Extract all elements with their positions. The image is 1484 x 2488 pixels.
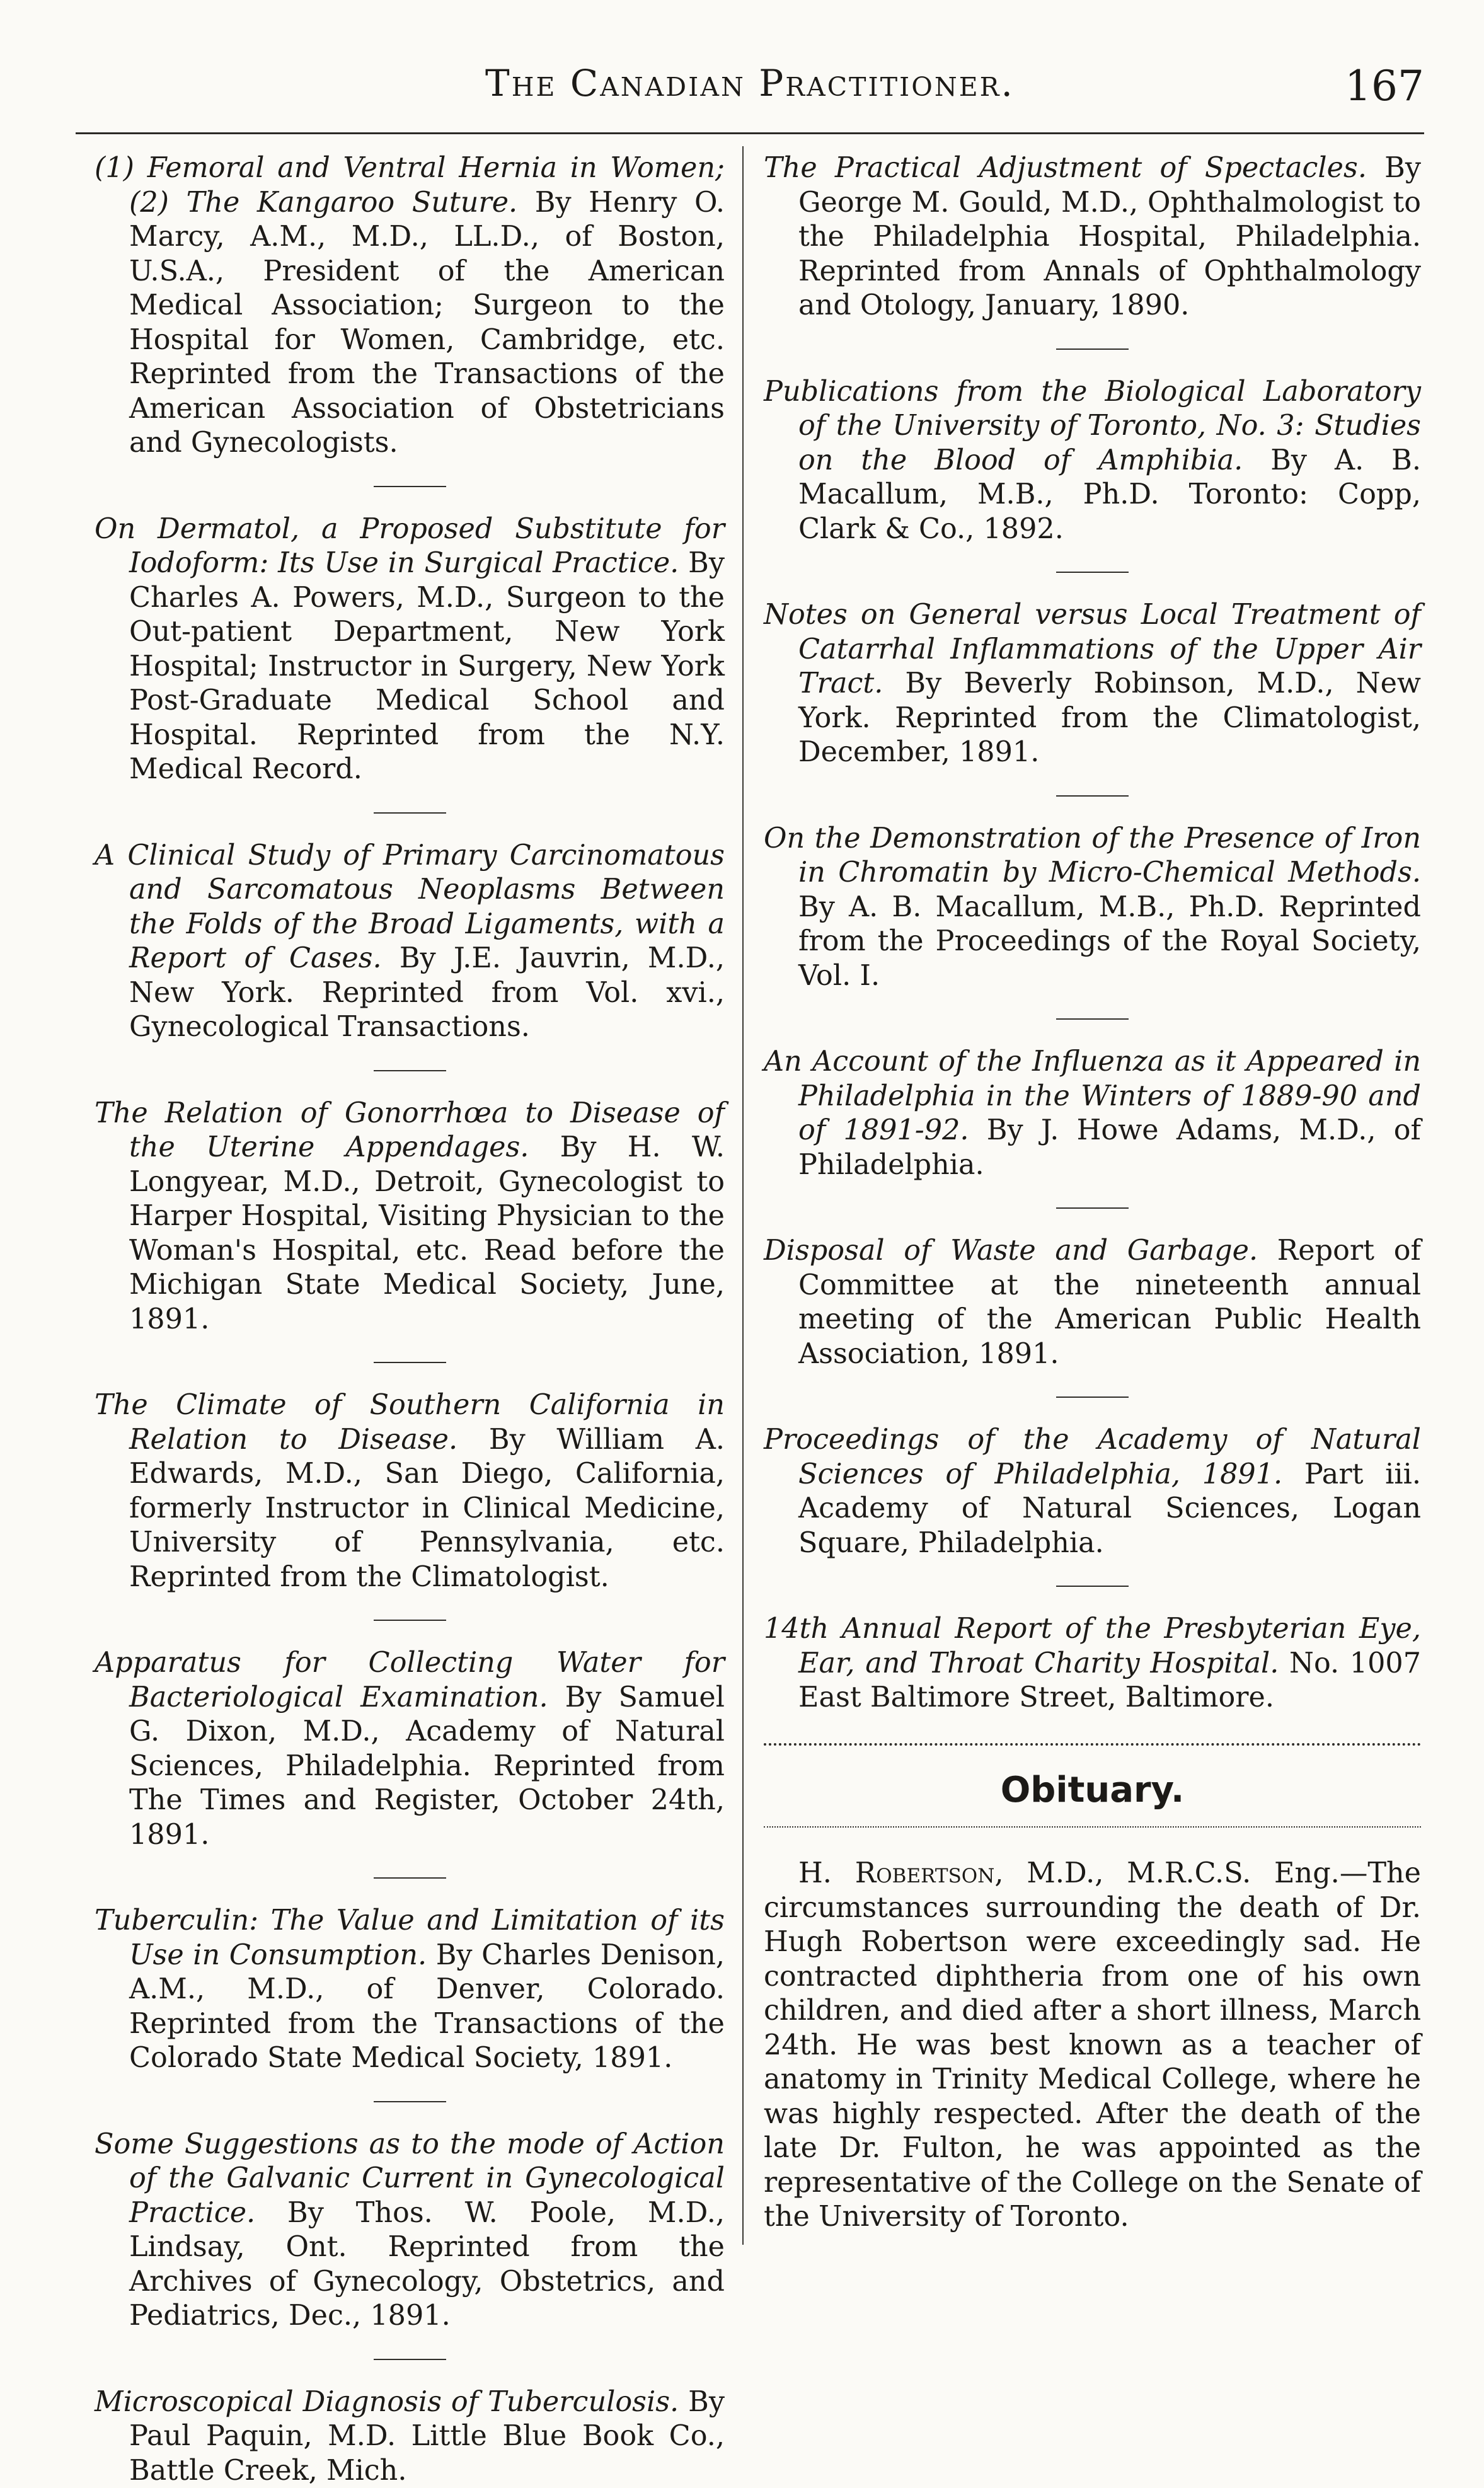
- heading-underline: [764, 1826, 1421, 1828]
- publication-entry: [764, 822, 1421, 994]
- entry-title: Publications from the Biological Laboratory of the University of Toronto, No. 3: Studies on the Blood of Amphibia.: [764, 376, 1421, 476]
- entry-details: By Charles A. Powers, M.D., Surgeon to the Out-patient Department, New York Hospital; Instructor in Surgery, New York Post-Graduate Medical School and Hospital. Reprinted from the N.Y. Medical Record.: [129, 547, 725, 785]
- separator-rule: [1056, 1018, 1129, 1020]
- entry-title: On the Demonstration of the Presence of Iron in Chromatin by Micro-Chemical Methods.: [764, 822, 1421, 889]
- separator-rule: [1056, 1397, 1129, 1398]
- separator-rule: [374, 2101, 446, 2102]
- obituary-text: [764, 1857, 1421, 2235]
- entry-details: By Charles Denison, A.M., M.D., of Denver, Colorado. Reprinted from the Transactions of the Colorado State Medical Society, 1891.: [129, 1939, 725, 2075]
- entry-details: By Henry O. Marcy, A.M., M.D., LL.D., of Boston, U.S.A., President of the American Medical Association; Surgeon to the Hospital for Women, Cambridge, etc. Reprinted from the Transactions of the American Association of Obstetricians and Gynecologists.: [129, 187, 725, 459]
- entry-details: By J.E. Jauvrin, M.D., New York. Reprinted from Vol. xvi., Gynecological Transactions.: [129, 942, 725, 1043]
- entry-title: 14th Annual Report of the Presbyterian Eye, Ear, and Throat Charity Hospital.: [764, 1613, 1421, 1679]
- entry-details: By William A. Edwards, M.D., San Diego, California, formerly Instructor in Clinical Medicine, University of Pennsylvania, etc. Reprinted from the Climatologist.: [129, 1424, 725, 1593]
- publication-entry: [764, 1045, 1421, 1182]
- entry-title: Some Suggestions as to the mode of Action of the Galvanic Current in Gynecological Practice.: [95, 2128, 725, 2229]
- obituary-body: , M.D., M.R.C.S. Eng.—The circumstances surrounding the death of Dr. Hugh Robertson were exceedingly sad. He contracted diphtheria from one of his own children, and died after a short illness, March 24th. He was best known as a teacher of anatomy in Trinity Medical College, where he was highly respected. After the death of the late Dr. Fulton, he was appointed as the representative of the College on the Senate of the University of Toronto.: [764, 1857, 1421, 2233]
- publication-entry: [95, 1646, 725, 1852]
- separator-rule: [1056, 572, 1129, 573]
- entry-title: Proceedings of the Academy of Natural Sciences of Philadelphia, 1891.: [764, 1424, 1421, 1490]
- separator-rule: [1056, 1207, 1129, 1209]
- separator-rule: [374, 2359, 446, 2360]
- entry-title: (1) Femoral and Ventral Hernia in Women; (2) The Kangaroo Suture.: [95, 152, 725, 219]
- entry-title: Tuberculin: The Value and Limitation of its Use in Consumption.: [95, 1904, 725, 1971]
- column-divider: [742, 146, 744, 2245]
- entry-details: By Beverly Robinson, M.D., New York. Reprinted from the Climatologist, December, 1891.: [798, 667, 1421, 768]
- entry-details: By A. B. Macallum, M.B., Ph.D. Toronto: Copp, Clark & Co., 1892.: [798, 444, 1421, 545]
- publication-entry: [95, 512, 725, 787]
- publication-entry: [764, 598, 1421, 770]
- entry-title: Notes on General versus Local Treatment of Catarrhal Inflammations of the Upper Air Tract.: [764, 599, 1421, 700]
- entry-title: The Practical Adjustment of Spectacles.: [764, 152, 1367, 184]
- publication-entry: [95, 2128, 725, 2334]
- entry-details: No. 1007 East Baltimore Street, Baltimore.: [798, 1647, 1421, 1714]
- separator-rule: [374, 1362, 446, 1363]
- publication-entry: [764, 1234, 1421, 1371]
- publication-entry: [95, 1388, 725, 1594]
- entry-details: By Thos. W. Poole, M.D., Lindsay, Ont. Reprinted from the Archives of Gynecology, Obstetrics, and Pediatrics, Dec., 1891.: [129, 2197, 725, 2332]
- entry-title: Microscopical Diagnosis of Tuberculosis.: [95, 2386, 679, 2418]
- obituary-name: H. Robertson: [798, 1857, 994, 1889]
- separator-rule: [1056, 348, 1129, 350]
- entry-title: Disposal of Waste and Garbage.: [764, 1235, 1258, 1267]
- entry-title: On Dermatol, a Proposed Substitute for Iodoform: Its Use in Surgical Practice.: [95, 513, 725, 580]
- separator-rule: [374, 1620, 446, 1621]
- entry-details: Part iii. Academy of Natural Sciences, Logan Square, Philadelphia.: [798, 1458, 1421, 1559]
- page-number: 167: [1345, 62, 1424, 110]
- entry-details: By J. Howe Adams, M.D., of Philadelphia.: [798, 1114, 1421, 1181]
- publication-entry: [95, 1904, 725, 2076]
- publication-entry: [764, 151, 1421, 323]
- entry-title: Apparatus for Collecting Water for Bacteriological Examination.: [95, 1647, 725, 1713]
- entry-title: An Account of the Influenza as it Appeared in Philadelphia in the Winters of 1889-90 and of 1891-92.: [764, 1045, 1421, 1146]
- entry-details: By Samuel G. Dixon, M.D., Academy of Natural Sciences, Philadelphia. Reprinted from The Times and Register, October 24th, 1891.: [129, 1681, 725, 1851]
- publication-entry: [95, 1097, 725, 1337]
- entry-details: By A. B. Macallum, M.B., Ph.D. Reprinted from the Proceedings of the Royal Society, Vol. I.: [798, 891, 1421, 992]
- separator-rule: [374, 812, 446, 814]
- entry-title: The Climate of Southern California in Relation to Disease.: [95, 1389, 725, 1456]
- left-column: [95, 151, 725, 2488]
- entry-title: The Relation of Gonorrhœa to Disease of the Uterine Appendages.: [95, 1097, 725, 1164]
- publication-entry: [764, 1612, 1421, 1715]
- entry-details: By H. W. Longyear, M.D., Detroit, Gynecologist to Harper Hospital, Visiting Physician to the Woman's Hospital, etc. Read before the Michigan State Medical Society, June, 1891.: [129, 1131, 725, 1335]
- publication-entry: [95, 839, 725, 1045]
- entry-title: A Clinical Study of Primary Carcinomatous and Sarcomatous Neoplasms Between the Folds of the Broad Ligaments, with a Report of Cases.: [95, 839, 725, 975]
- running-title: The Canadian Practitioner.: [76, 62, 1424, 105]
- separator-rule: [1056, 795, 1129, 797]
- publication-entry: [764, 375, 1421, 547]
- separator-rule: [374, 1877, 446, 1879]
- publication-entry: [764, 1423, 1421, 1560]
- separator-rule: [374, 1070, 446, 1071]
- page-header: [76, 62, 1424, 131]
- separator-rule: [1056, 1586, 1129, 1587]
- separator-rule: [374, 486, 446, 487]
- section-divider: [764, 1743, 1421, 1746]
- header-rule: [76, 132, 1424, 134]
- publication-entry: [95, 2385, 725, 2488]
- right-column: [764, 151, 1421, 2235]
- entry-details: Report of Committee at the nineteenth annual meeting of the American Public Health Association, 1891.: [798, 1235, 1421, 1370]
- publication-entry: [95, 151, 725, 461]
- obituary-heading: Obituary.: [764, 1773, 1421, 1808]
- entry-details: By George M. Gould, M.D., Ophthalmologist to the Philadelphia Hospital, Philadelphia. Reprinted from Annals of Ophthalmology and Otology, January, 1890.: [798, 152, 1421, 321]
- entry-details: By Paul Paquin, M.D. Little Blue Book Co., Battle Creek, Mich.: [129, 2386, 725, 2487]
